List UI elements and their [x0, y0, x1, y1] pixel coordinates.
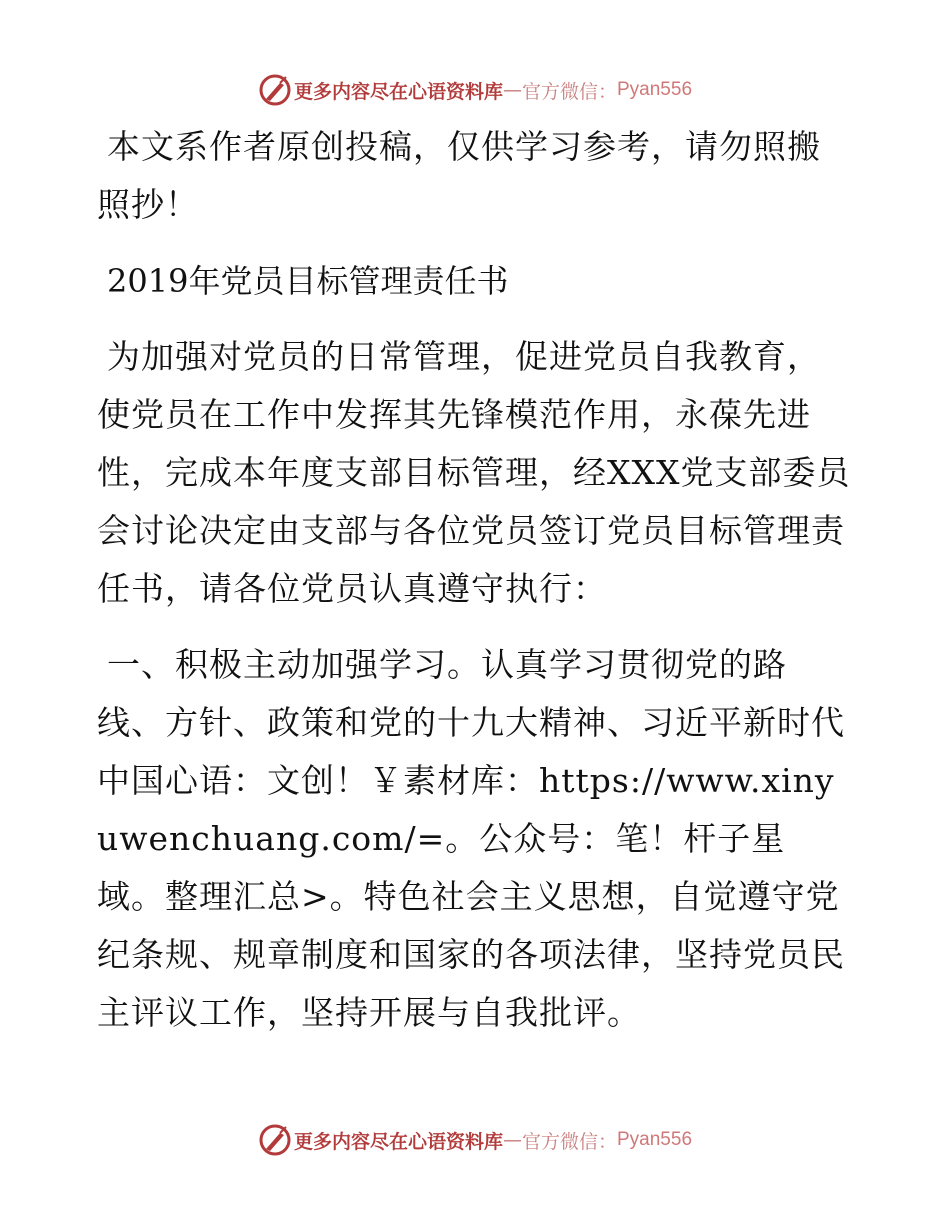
quill-logo-icon [258, 73, 292, 107]
banner-wechat-label: 官方微信： [521, 1130, 617, 1153]
banner-wechat-id: Pyan556 [617, 79, 693, 100]
copyright-notice: 本文系作者原创投稿，仅供学习参考，请勿照搬照抄！ [97, 127, 821, 224]
section-one-paragraph: 一、积极主动加强学习。认真学习贯彻党的路线、方针、政策和党的十九大精神、习近平新时代中国心语：文创！￥素材库：https://www.xinyuwenchuang.com/=。公众号：笔！杆子星域。整理汇总>。特色社会主义思想，自觉遵守党纪条规、规章制度和国家的各项法律，坚持党员民主评议工作，坚持开展与自我批评。 [97, 645, 845, 1032]
header-watermark-banner [0, 70, 950, 110]
footer-watermark-banner [0, 1120, 950, 1160]
banner-wechat-id: Pyan556 [617, 1129, 693, 1150]
quill-logo-icon [258, 1123, 292, 1157]
banner-site-text: 更多内容尽在心语资料库 [293, 80, 503, 103]
intro-paragraph: 为加强对党员的日常管理，促进党员自我教育，使党员在工作中发挥其先锋模范作用，永葆先进性，完成本年度支部目标管理，经XXX党支部委员会讨论决定由支部与各位党员签订党员目标管理责任书，请各位党员认真遵守执行： [97, 337, 851, 608]
banner-separator: — [502, 1129, 522, 1151]
banner-site-text: 更多内容尽在心语资料库 [293, 1130, 503, 1153]
document-title: 2019年党员目标管理责任书 [107, 262, 509, 300]
banner-separator: — [502, 79, 522, 101]
document-body [97, 118, 852, 1060]
banner-wechat-label: 官方微信： [521, 80, 617, 103]
